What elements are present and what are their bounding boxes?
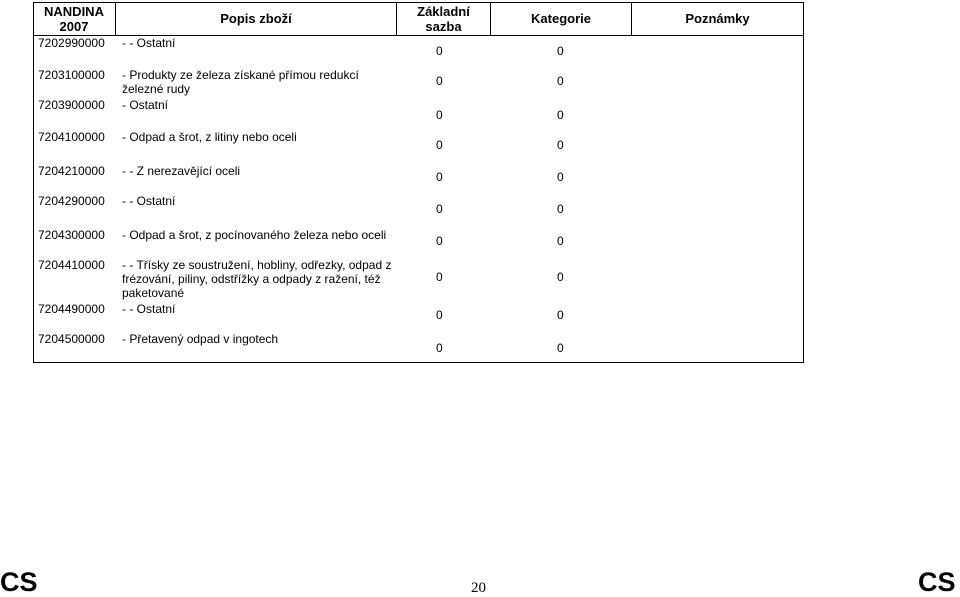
row-sazba: 0 bbox=[436, 170, 443, 184]
row-code: 7204290000 bbox=[38, 194, 105, 208]
header-nandina: NANDINA 2007 bbox=[44, 4, 104, 34]
row-kategorie: 0 bbox=[557, 74, 564, 88]
row-code: 7204210000 bbox=[38, 164, 105, 178]
page-number: 20 bbox=[471, 580, 486, 596]
row-sazba: 0 bbox=[436, 234, 443, 248]
row-description: - - Třísky ze soustružení, hobliny, odřezky, odpad z frézování, piliny, odstřížky a odpady z ražení, též paketované bbox=[122, 258, 392, 300]
row-description: - - Z nerezavějící oceli bbox=[122, 164, 241, 178]
row-kategorie: 0 bbox=[557, 341, 564, 355]
row-description: - Odpad a šrot, z pocínovaného železa nebo oceli bbox=[122, 228, 387, 242]
row-sazba: 0 bbox=[436, 44, 443, 58]
row-kategorie: 0 bbox=[557, 108, 564, 122]
row-code: 7204500000 bbox=[38, 332, 105, 346]
header-kategorie: Kategorie bbox=[531, 11, 591, 26]
row-kategorie: 0 bbox=[557, 270, 564, 284]
row-sazba: 0 bbox=[436, 138, 443, 152]
row-code: 7202990000 bbox=[38, 36, 105, 50]
row-kategorie: 0 bbox=[557, 202, 564, 216]
row-code: 7204300000 bbox=[38, 228, 105, 242]
row-sazba: 0 bbox=[436, 74, 443, 88]
row-kategorie: 0 bbox=[557, 234, 564, 248]
row-description: - - Ostatní bbox=[122, 302, 176, 316]
header-sazba: Základní sazba bbox=[417, 4, 470, 34]
row-sazba: 0 bbox=[436, 202, 443, 216]
row-description: - - Ostatní bbox=[122, 36, 176, 50]
row-sazba: 0 bbox=[436, 108, 443, 122]
row-code: 7203100000 bbox=[38, 68, 105, 82]
row-kategorie: 0 bbox=[557, 308, 564, 322]
row-sazba: 0 bbox=[436, 341, 443, 355]
footer-left-mark: CS bbox=[0, 567, 38, 597]
row-kategorie: 0 bbox=[557, 44, 564, 58]
row-code: 7204100000 bbox=[38, 130, 105, 144]
row-description: - - Ostatní bbox=[122, 194, 176, 208]
row-description: - Produkty ze železa získané přímou redukcí železné rudy bbox=[122, 68, 359, 96]
header-popis: Popis zboží bbox=[220, 11, 292, 26]
row-kategorie: 0 bbox=[557, 170, 564, 184]
row-description: - Ostatní bbox=[122, 98, 169, 112]
footer-right-mark: CS bbox=[918, 567, 956, 597]
row-sazba: 0 bbox=[436, 308, 443, 322]
row-sazba: 0 bbox=[436, 270, 443, 284]
row-description: - Odpad a šrot, z litiny nebo oceli bbox=[122, 130, 297, 144]
row-code: 7204490000 bbox=[38, 302, 105, 316]
header-poznamky: Poznámky bbox=[685, 11, 750, 26]
row-code: 7203900000 bbox=[38, 98, 105, 112]
row-kategorie: 0 bbox=[557, 138, 564, 152]
row-code: 7204410000 bbox=[38, 258, 105, 272]
row-description: - Přetavený odpad v ingotech bbox=[122, 332, 279, 346]
